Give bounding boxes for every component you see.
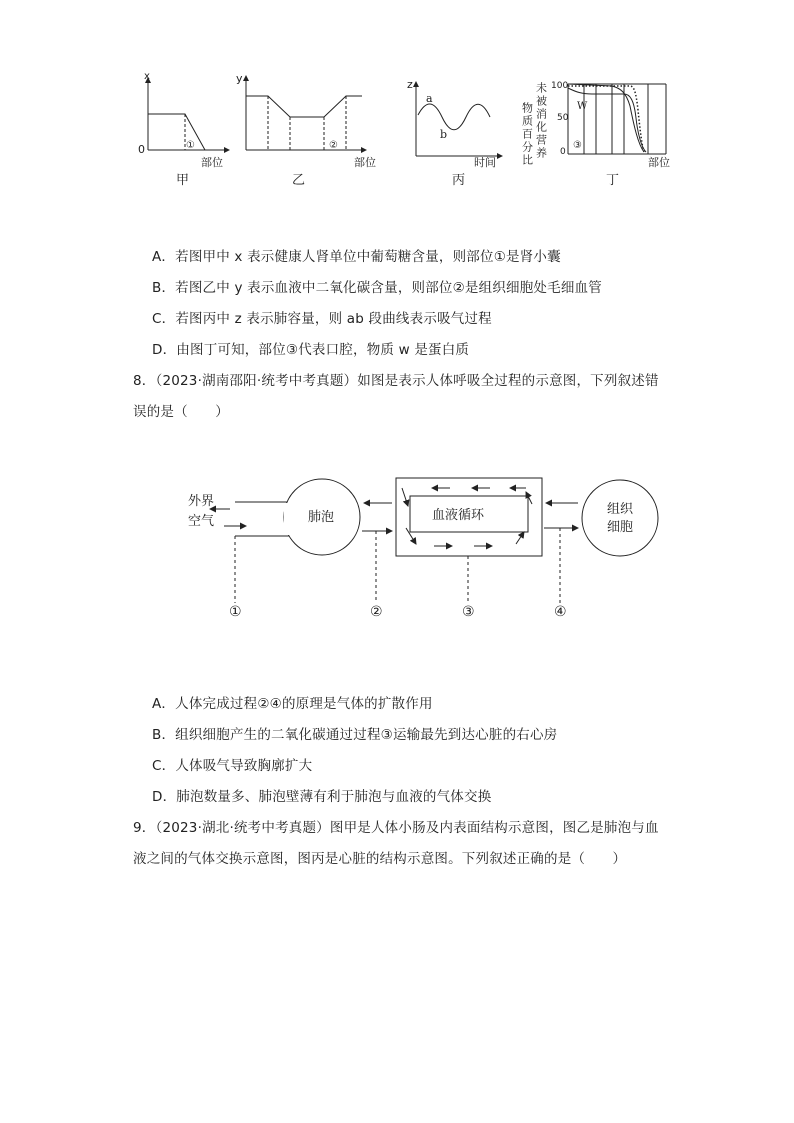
x-axis-label: 部位 <box>354 156 376 169</box>
origin-label: 0 <box>138 143 145 156</box>
graph-ding <box>520 70 680 190</box>
curve <box>246 96 362 117</box>
graph-bing <box>400 70 510 190</box>
respiration-diagram-svg <box>180 468 660 628</box>
tube-opening <box>284 503 292 535</box>
y-axis-label: z <box>407 78 413 91</box>
y-label-undigested: 未被消化营养 <box>534 82 548 160</box>
q7-option-c: C．若图丙中 z 表示肺容量，则 ab 段曲线表示吸气过程 <box>152 311 492 327</box>
graph-bing-svg <box>400 70 510 190</box>
q8-option-d: D．肺泡数量多、肺泡壁薄有利于肺泡与血液的气体交换 <box>152 789 492 805</box>
tick-0: 0 <box>560 147 566 157</box>
caption: 丁 <box>606 173 620 188</box>
alveolus-label: 肺泡 <box>308 510 335 525</box>
graph-ding-svg <box>520 70 680 190</box>
mark-3: ③ <box>573 140 582 151</box>
x-axis-label: 部位 <box>648 156 670 169</box>
x-axis-label: 部位 <box>201 156 223 169</box>
outside-air-label-2: 空气 <box>188 514 215 529</box>
process-mark-2: ② <box>370 604 383 620</box>
q7-option-a: A．若图甲中 x 表示健康人肾单位中葡萄糖含量，则部位①是肾小囊 <box>152 249 561 265</box>
graph-yi-svg <box>232 70 382 190</box>
label-b: b <box>440 128 448 141</box>
caption: 丙 <box>452 173 466 188</box>
graph-yi <box>232 70 382 190</box>
y-axis-label: y <box>236 72 243 85</box>
label-w: W <box>577 101 588 112</box>
tissue-label-2: 细胞 <box>607 520 634 535</box>
circulation-label: 血液循环 <box>432 508 485 523</box>
process-mark-3: ③ <box>462 604 475 620</box>
q7-option-d: D．由图丁可知，部位③代表口腔，物质 w 是蛋白质 <box>152 342 470 358</box>
graph-jia-svg <box>135 70 235 190</box>
y-axis-label: x <box>144 71 150 82</box>
label-a: a <box>426 92 433 105</box>
y-label-percent: 物质百分比 <box>520 102 534 167</box>
q8-option-c: C．人体吸气导致胸廓扩大 <box>152 758 313 774</box>
mark-1: ① <box>186 140 195 151</box>
tick-100: 100 <box>551 81 569 91</box>
x-axis-label: 时间 <box>474 156 496 169</box>
q8-option-a: A．人体完成过程②④的原理是气体的扩散作用 <box>152 696 433 712</box>
caption: 甲 <box>176 173 190 188</box>
q8-stem-line2: 误的是（ ） <box>133 404 229 420</box>
outside-air-label-1: 外界 <box>188 494 215 509</box>
wave-curve <box>418 104 490 130</box>
tissue-cell-circle <box>582 480 658 556</box>
caption: 乙 <box>292 173 306 188</box>
q8-stem-line1: 8．（2023·湖南邵阳·统考中考真题）如图是表示人体呼吸全过程的示意图，下列叙述错 <box>133 373 659 389</box>
process-mark-4: ④ <box>554 604 567 620</box>
mark-2: ② <box>329 140 338 151</box>
q7-option-b: B．若图乙中 y 表示血液中二氧化碳含量，则部位②是组织细胞处毛细血管 <box>152 280 602 296</box>
q9-stem-line2: 液之间的气体交换示意图，图丙是心脏的结构示意图。下列叙述正确的是（ ） <box>133 851 627 867</box>
graph-jia <box>135 70 235 190</box>
process-mark-1: ① <box>229 604 242 620</box>
q9-stem-line1: 9．（2023·湖北·统考中考真题）图甲是人体小肠及内表面结构示意图，图乙是肺泡与血 <box>133 820 659 836</box>
tissue-label-1: 组织 <box>607 502 634 517</box>
tick-50: 50 <box>557 113 569 123</box>
q8-option-b: B．组织细胞产生的二氧化碳通过过程③运输最先到达心脏的右心房 <box>152 727 558 743</box>
curve <box>148 114 205 150</box>
respiration-diagram <box>180 468 660 628</box>
